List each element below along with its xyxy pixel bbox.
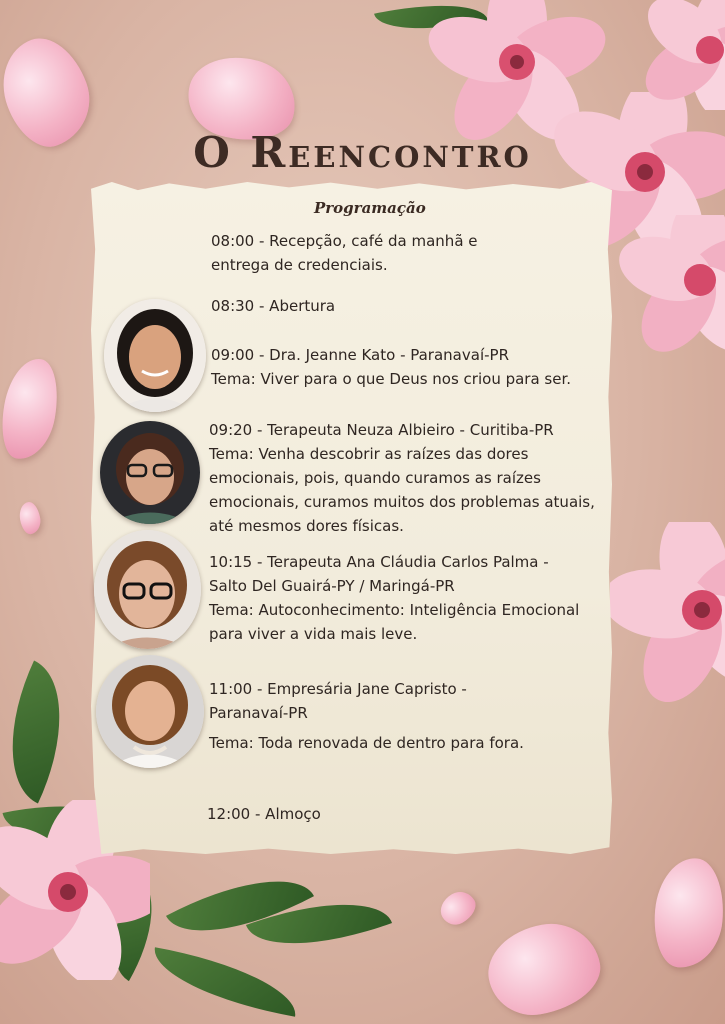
leaf-decoration: [147, 947, 302, 1016]
speaker-portrait-neuza-albieiro: [100, 421, 200, 524]
schedule-entry-1100: [209, 677, 524, 755]
entry-line: 08:00 - Recepção, café da manhã e: [211, 232, 478, 250]
entry-line: Paranavaí-PR: [209, 704, 308, 722]
entry-line: 09:20 - Terapeuta Neuza Albieiro - Curitiba-PR: [209, 421, 554, 439]
speaker-portrait-ana-claudia: [94, 530, 201, 649]
entry-line: 11:00 - Empresária Jane Capristo -: [209, 680, 467, 698]
petal-decoration: [481, 916, 607, 1022]
schedule-entry-0800: [211, 229, 478, 277]
event-title: O Reencontro: [193, 128, 532, 177]
petal-decoration: [435, 886, 481, 930]
leaf-decoration: [0, 660, 92, 803]
entry-line: Tema: Toda renovada de dentro para fora.: [209, 734, 524, 752]
cherry-blossom-icon: [608, 215, 725, 365]
cherry-blossom-icon: [610, 522, 725, 702]
schedule-entry-1200: [207, 802, 321, 826]
entry-line: emocionais, pois, quando curamos as raízes: [209, 469, 541, 487]
petal-decoration: [0, 354, 64, 463]
speaker-portrait-jeanne-kato: [104, 299, 206, 412]
entry-line: Tema: Autoconhecimento: Inteligência Emocional: [209, 601, 580, 619]
schedule-entry-0900: [211, 343, 571, 391]
entry-line: para viver a vida mais leve.: [209, 625, 418, 643]
entry-line: 08:30 - Abertura: [211, 297, 336, 315]
entry-line: Salto Del Guairá-PY / Maringá-PR: [209, 577, 455, 595]
cherry-blossom-icon: [640, 0, 725, 110]
speaker-portrait-jane-capristo: [96, 655, 204, 768]
entry-line: Tema: Viver para o que Deus nos criou para ser.: [211, 370, 572, 388]
petal-decoration: [650, 855, 725, 971]
entry-line: emocionais, curamos muitos dos problemas atuais,: [209, 493, 595, 511]
entry-line: até mesmos dores físicas.: [209, 517, 404, 535]
schedule-entry-0920: [209, 418, 595, 538]
schedule-entry-0830: [211, 294, 335, 318]
entry-line: Tema: Venha descobrir as raízes das dores: [209, 445, 529, 463]
entry-line: 10:15 - Terapeuta Ana Cláudia Carlos Palma -: [209, 553, 549, 571]
petal-decoration: [17, 501, 42, 536]
schedule-entry-1015: [209, 550, 579, 646]
entry-line: entrega de credenciais.: [211, 256, 388, 274]
entry-line: 09:00 - Dra. Jeanne Kato - Paranavaí-PR: [211, 346, 509, 364]
entry-line: 12:00 - Almoço: [207, 805, 321, 823]
program-heading: Programação: [314, 199, 426, 217]
leaf-decoration: [166, 850, 314, 962]
